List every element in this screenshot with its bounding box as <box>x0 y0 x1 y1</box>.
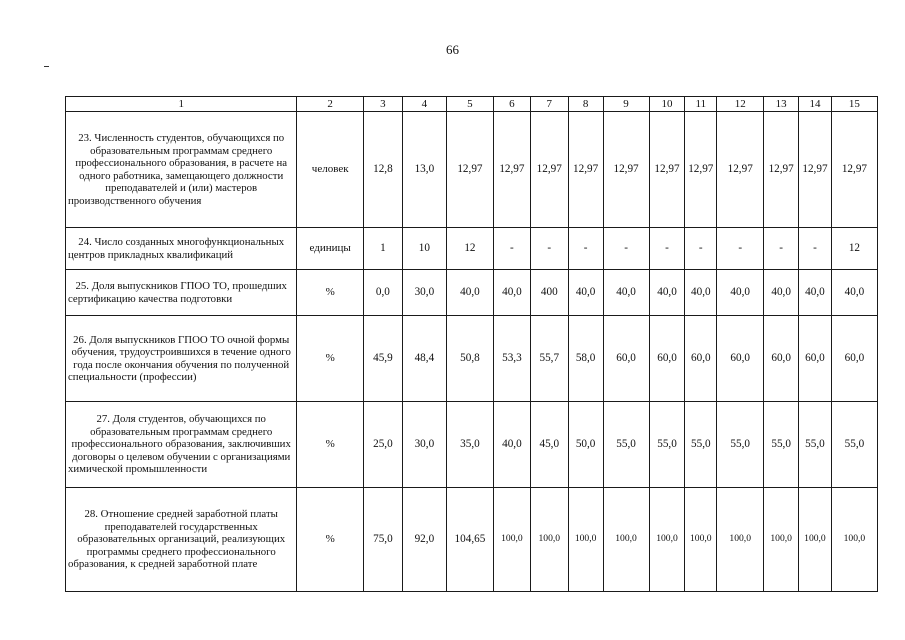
value-cell: 55,0 <box>717 402 764 488</box>
indicator-name: 23. Численность студентов, обучающихся по образовательным программам среднего профессионального образования, в расчете на одного работника, замещающего должности преподавателей и (или) мастеров производственного обучения <box>66 112 297 228</box>
table-row <box>66 402 878 488</box>
header-cell: 11 <box>685 97 717 112</box>
value-cell: 100,0 <box>717 488 764 592</box>
value-cell: 12,97 <box>831 112 877 228</box>
value-cell: 10 <box>402 228 446 270</box>
indicator-name: 27. Доля студентов, обучающихся по образовательным программам среднего профессионального образования, заключивших договоры о целевом обучении с организациями химической промышленности <box>66 402 297 488</box>
value-cell: 55,0 <box>799 402 832 488</box>
value-cell: 1 <box>363 228 402 270</box>
value-cell: 40,0 <box>685 270 717 316</box>
unit-cell: % <box>297 488 364 592</box>
value-cell: 40,0 <box>446 270 493 316</box>
indicator-name: 24. Число созданных многофункциональных центров прикладных квалификаций <box>66 228 297 270</box>
value-cell: 0,0 <box>363 270 402 316</box>
table-row <box>66 228 878 270</box>
value-cell: - <box>764 228 799 270</box>
unit-cell: % <box>297 270 364 316</box>
header-cell: 7 <box>530 97 568 112</box>
value-cell: 40,0 <box>799 270 832 316</box>
value-cell: 12,97 <box>568 112 603 228</box>
value-cell: 12,97 <box>764 112 799 228</box>
table-row <box>66 112 878 228</box>
value-cell: 30,0 <box>402 270 446 316</box>
scan-mark <box>44 66 49 67</box>
value-cell: 60,0 <box>799 316 832 402</box>
value-cell: 60,0 <box>685 316 717 402</box>
header-cell: 1 <box>66 97 297 112</box>
value-cell: - <box>603 228 649 270</box>
value-cell: 45,9 <box>363 316 402 402</box>
value-cell: 25,0 <box>363 402 402 488</box>
header-cell: 6 <box>493 97 530 112</box>
value-cell: 60,0 <box>764 316 799 402</box>
value-cell: 12 <box>446 228 493 270</box>
header-cell: 2 <box>297 97 364 112</box>
value-cell: 60,0 <box>649 316 685 402</box>
header-cell: 14 <box>799 97 832 112</box>
header-cell: 5 <box>446 97 493 112</box>
value-cell: 75,0 <box>363 488 402 592</box>
value-cell: 60,0 <box>831 316 877 402</box>
unit-cell: % <box>297 316 364 402</box>
value-cell: 400 <box>530 270 568 316</box>
value-cell: 45,0 <box>530 402 568 488</box>
value-cell: 100,0 <box>685 488 717 592</box>
value-cell: 12,97 <box>799 112 832 228</box>
header-cell: 4 <box>402 97 446 112</box>
value-cell: 100,0 <box>649 488 685 592</box>
value-cell: 100,0 <box>799 488 832 592</box>
value-cell: 40,0 <box>649 270 685 316</box>
header-row <box>66 97 878 112</box>
value-cell: 100,0 <box>764 488 799 592</box>
header-cell: 12 <box>717 97 764 112</box>
value-cell: 12 <box>831 228 877 270</box>
table-row <box>66 270 878 316</box>
value-cell: 60,0 <box>603 316 649 402</box>
value-cell: 12,97 <box>446 112 493 228</box>
value-cell: 55,0 <box>685 402 717 488</box>
header-cell: 15 <box>831 97 877 112</box>
value-cell: 92,0 <box>402 488 446 592</box>
indicator-name: 25. Доля выпускников ГПОО ТО, прошедших сертификацию качества подготовки <box>66 270 297 316</box>
value-cell: 40,0 <box>717 270 764 316</box>
value-cell: 100,0 <box>568 488 603 592</box>
value-cell: - <box>685 228 717 270</box>
value-cell: 30,0 <box>402 402 446 488</box>
value-cell: 100,0 <box>603 488 649 592</box>
value-cell: 12,97 <box>493 112 530 228</box>
value-cell: 12,97 <box>603 112 649 228</box>
value-cell: 58,0 <box>568 316 603 402</box>
value-cell: 12,97 <box>685 112 717 228</box>
header-cell: 3 <box>363 97 402 112</box>
page-number: 66 <box>446 42 459 57</box>
value-cell: 35,0 <box>446 402 493 488</box>
value-cell: 12,97 <box>530 112 568 228</box>
value-cell: 100,0 <box>493 488 530 592</box>
value-cell: 13,0 <box>402 112 446 228</box>
value-cell: 12,97 <box>649 112 685 228</box>
value-cell: 104,65 <box>446 488 493 592</box>
value-cell: 53,3 <box>493 316 530 402</box>
indicators-table <box>65 96 878 592</box>
value-cell: 40,0 <box>568 270 603 316</box>
header-cell: 13 <box>764 97 799 112</box>
value-cell: 100,0 <box>831 488 877 592</box>
value-cell: - <box>799 228 832 270</box>
value-cell: 40,0 <box>603 270 649 316</box>
value-cell: 55,0 <box>649 402 685 488</box>
unit-cell: % <box>297 402 364 488</box>
value-cell: 55,0 <box>831 402 877 488</box>
value-cell: 40,0 <box>493 270 530 316</box>
value-cell: 40,0 <box>493 402 530 488</box>
value-cell: - <box>530 228 568 270</box>
value-cell: 12,8 <box>363 112 402 228</box>
indicator-name: 28. Отношение средней заработной платы преподавателей государственных образовательных организаций, реализующих программы среднего профессионального образования, к средней заработной плате <box>66 488 297 592</box>
value-cell: 100,0 <box>530 488 568 592</box>
value-cell: 50,8 <box>446 316 493 402</box>
value-cell: 55,0 <box>603 402 649 488</box>
value-cell: - <box>493 228 530 270</box>
table-row <box>66 316 878 402</box>
value-cell: 50,0 <box>568 402 603 488</box>
indicator-name: 26. Доля выпускников ГПОО ТО очной формы обучения, трудоустроившихся в течение одного года после окончания обучения по полученной специальности (профессии) <box>66 316 297 402</box>
table-row <box>66 488 878 592</box>
value-cell: 60,0 <box>717 316 764 402</box>
header-cell: 8 <box>568 97 603 112</box>
value-cell: 48,4 <box>402 316 446 402</box>
value-cell: - <box>649 228 685 270</box>
table-body <box>66 97 878 592</box>
value-cell: 55,0 <box>764 402 799 488</box>
header-cell: 10 <box>649 97 685 112</box>
value-cell: 40,0 <box>764 270 799 316</box>
value-cell: - <box>717 228 764 270</box>
header-cell: 9 <box>603 97 649 112</box>
value-cell: 40,0 <box>831 270 877 316</box>
value-cell: 55,7 <box>530 316 568 402</box>
unit-cell: единицы <box>297 228 364 270</box>
value-cell: 12,97 <box>717 112 764 228</box>
unit-cell: человек <box>297 112 364 228</box>
value-cell: - <box>568 228 603 270</box>
